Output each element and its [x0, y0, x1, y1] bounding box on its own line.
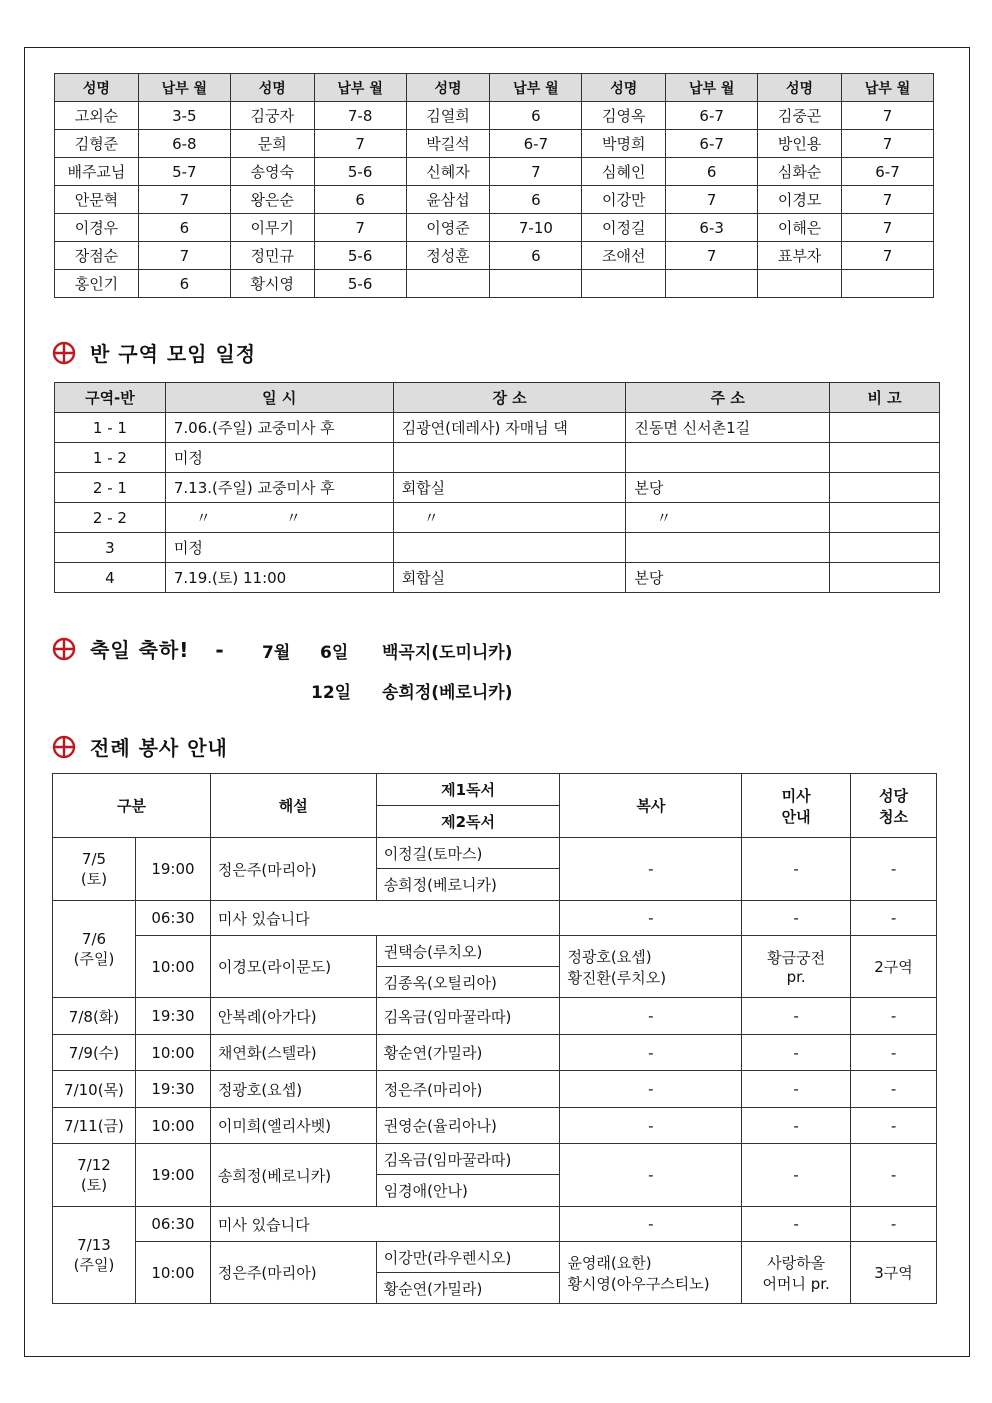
header-datetime-cell: 일 시: [165, 383, 393, 413]
cleaning-cell: -: [851, 1071, 937, 1108]
table-row: [55, 130, 934, 158]
date-cell: 7/9(수): [53, 1035, 136, 1071]
feast-heading: 축일 축하! -: [52, 634, 225, 663]
paid-months: 6-8: [138, 130, 230, 158]
reading1-cell: 이강만(라우렌시오): [376, 1242, 560, 1273]
table-row: [55, 473, 940, 503]
header-address-cell: 주 소: [626, 383, 830, 413]
time-cell: 10:00: [135, 1035, 210, 1071]
paid-months: 6-7: [666, 130, 758, 158]
date-cell: 7/8(화): [53, 998, 136, 1035]
date-cell: 7/12 (토): [53, 1144, 136, 1207]
header-month: 납부 월: [138, 74, 230, 102]
usher-cell: -: [742, 1035, 851, 1071]
member-name: 이경모: [758, 186, 842, 214]
member-name: 윤삼섭: [406, 186, 490, 214]
member-name: 심화순: [758, 158, 842, 186]
place-cell: 회합실: [393, 473, 626, 503]
member-name: 안문혁: [55, 186, 139, 214]
paid-months: 6: [490, 102, 582, 130]
cleaning-cell: -: [851, 1144, 937, 1207]
acolyte-cell: -: [560, 838, 742, 901]
address-cell: 진동면 신서촌1길: [626, 413, 830, 443]
member-name: 황시영: [230, 270, 314, 298]
cleaning-cell: 2구역: [851, 936, 937, 998]
usher-cell: -: [742, 1108, 851, 1144]
paid-months: 6: [490, 186, 582, 214]
header-name: 성명: [582, 74, 666, 102]
place-cell: 〃: [393, 503, 626, 533]
reading2-cell: 송희정(베로니카): [376, 869, 560, 901]
usher-cell: 사랑하올 어머니 pr.: [742, 1242, 851, 1304]
address-cell: [626, 443, 830, 473]
member-name: 이정길: [582, 214, 666, 242]
date-cell: 7/13 (주일): [53, 1207, 136, 1304]
usher-cell: -: [742, 1207, 851, 1242]
table-row: [55, 443, 940, 473]
cleaning-cell: -: [851, 838, 937, 901]
acolyte-cell: 정광호(요셉) 황진환(루치오): [560, 936, 742, 998]
group-cell: 2 - 1: [55, 473, 166, 503]
paid-months: 7: [138, 186, 230, 214]
commentator-cell: 송희정(베로니카): [210, 1144, 376, 1207]
time-cell: 19:30: [135, 1071, 210, 1108]
header-month: 납부 월: [314, 74, 406, 102]
datetime-cell: 7.19.(토) 11:00: [165, 563, 393, 593]
liturgy-service-table: [52, 773, 937, 1304]
commentator-cell: 이경모(라이문도): [210, 936, 376, 998]
group-cell: 1 - 2: [55, 443, 166, 473]
date-cell: 7/6 (주일): [53, 901, 136, 998]
member-name: 이강만: [582, 186, 666, 214]
mass-note-cell: 미사 있습니다: [210, 1207, 560, 1242]
acolyte-cell: -: [560, 998, 742, 1035]
member-name: 조애선: [582, 242, 666, 270]
commentator-cell: 이미희(엘리사벳): [210, 1108, 376, 1144]
paid-months: 5-6: [314, 242, 406, 270]
member-name: 배주교님: [55, 158, 139, 186]
acolyte-cell: 윤영래(요한) 황시영(아우구스티노): [560, 1242, 742, 1304]
member-name: 박명희: [582, 130, 666, 158]
commentator-cell: 정은주(마리아): [210, 838, 376, 901]
time-cell: 06:30: [135, 1207, 210, 1242]
member-name: 홍인기: [55, 270, 139, 298]
reading2-cell: 임경애(안나): [376, 1175, 560, 1207]
header-month: 납부 월: [842, 74, 934, 102]
paid-months: 6: [138, 214, 230, 242]
cross-circle-icon: [52, 735, 76, 759]
paid-months: 6: [490, 242, 582, 270]
member-name: 김열희: [406, 102, 490, 130]
cleaning-cell: -: [851, 1207, 937, 1242]
member-name: 표부자: [758, 242, 842, 270]
reading2-cell: 김종옥(오틸리아): [376, 967, 560, 998]
member-name: 고외순: [55, 102, 139, 130]
datetime-cell: 7.06.(주일) 교중미사 후: [165, 413, 393, 443]
feast-day: 12일: [311, 683, 352, 703]
cleaning-cell: 3구역: [851, 1242, 937, 1304]
feast-name: 백곡지(도미니카): [382, 643, 513, 663]
member-name: 왕은순: [230, 186, 314, 214]
table-row: [55, 242, 934, 270]
acolyte-cell: -: [560, 1035, 742, 1071]
group-meeting-heading: 반 구역 모임 일정: [52, 338, 256, 367]
header-usher: 미사 안내: [742, 774, 851, 838]
usher-cell: -: [742, 901, 851, 936]
paid-months: [842, 270, 934, 298]
note-cell: [830, 503, 940, 533]
datetime-cell: 7.13.(주일) 교중미사 후: [165, 473, 393, 503]
member-name: 심혜인: [582, 158, 666, 186]
table-header-row: [55, 383, 940, 413]
commentator-cell: 정은주(마리아): [210, 1242, 376, 1304]
cross-circle-icon: [52, 341, 76, 365]
date-cell: 7/5 (토): [53, 838, 136, 901]
time-cell: 19:30: [135, 998, 210, 1035]
paid-months: 6: [314, 186, 406, 214]
header-name: 성명: [758, 74, 842, 102]
paid-months: 6-7: [490, 130, 582, 158]
paid-months: 7: [666, 186, 758, 214]
header-name: 성명: [230, 74, 314, 102]
usher-cell: 황금궁전 pr.: [742, 936, 851, 998]
header-name: 성명: [406, 74, 490, 102]
member-name: 방인용: [758, 130, 842, 158]
member-name: 신혜자: [406, 158, 490, 186]
paid-months: 7: [490, 158, 582, 186]
liturgy-heading: 전례 봉사 안내: [52, 732, 228, 761]
table-header-row: [55, 74, 934, 102]
commentator-cell: 채연화(스텔라): [210, 1035, 376, 1071]
paid-months: 7: [138, 242, 230, 270]
acolyte-cell: -: [560, 1108, 742, 1144]
table-row: [55, 503, 940, 533]
group-cell: 4: [55, 563, 166, 593]
header-note-cell: 비 고: [830, 383, 940, 413]
member-name: 이해은: [758, 214, 842, 242]
time-cell: 10:00: [135, 1108, 210, 1144]
paid-months: 6: [138, 270, 230, 298]
address-cell: [626, 533, 830, 563]
datetime-cell: 미정: [165, 533, 393, 563]
usher-cell: -: [742, 838, 851, 901]
dues-payment-table: [54, 73, 934, 298]
member-name: 김궁자: [230, 102, 314, 130]
place-cell: 김광연(데레사) 자매님 댁: [393, 413, 626, 443]
cross-circle-icon: [52, 637, 76, 661]
time-cell: 10:00: [135, 1242, 210, 1304]
member-name: [582, 270, 666, 298]
paid-months: 7: [842, 102, 934, 130]
usher-cell: -: [742, 998, 851, 1035]
cleaning-cell: -: [851, 901, 937, 936]
paid-months: 6-7: [666, 102, 758, 130]
usher-cell: -: [742, 1071, 851, 1108]
member-name: 정민규: [230, 242, 314, 270]
commentator-cell: 안복례(아가다): [210, 998, 376, 1035]
table-row: [55, 270, 934, 298]
acolyte-cell: -: [560, 1207, 742, 1242]
note-cell: [830, 443, 940, 473]
paid-months: 6-7: [842, 158, 934, 186]
place-cell: [393, 443, 626, 473]
group-cell: 2 - 2: [55, 503, 166, 533]
acolyte-cell: -: [560, 1071, 742, 1108]
table-row: [55, 563, 940, 593]
address-cell: 〃: [626, 503, 830, 533]
paid-months: 6: [666, 158, 758, 186]
place-cell: [393, 533, 626, 563]
member-name: 김형준: [55, 130, 139, 158]
paid-months: 7: [666, 242, 758, 270]
table-row: [55, 102, 934, 130]
header-acolyte: 복사: [560, 774, 742, 838]
member-name: 장점순: [55, 242, 139, 270]
group-meeting-table: [54, 382, 940, 593]
reading1-cell: 황순연(가밀라): [376, 1035, 560, 1071]
header-place-cell: 장 소: [393, 383, 626, 413]
member-name: 송영숙: [230, 158, 314, 186]
reading1-cell: 이정길(토마스): [376, 838, 560, 869]
note-cell: [830, 533, 940, 563]
cleaning-cell: -: [851, 1035, 937, 1071]
header-division: 구분: [53, 774, 211, 838]
reading1-cell: 권영순(율리아나): [376, 1108, 560, 1144]
paid-months: 5-6: [314, 270, 406, 298]
note-cell: [830, 473, 940, 503]
member-name: 이영준: [406, 214, 490, 242]
header-group-cell: 구역-반: [55, 383, 166, 413]
member-name: 박길석: [406, 130, 490, 158]
paid-months: [666, 270, 758, 298]
header-commentator: 해설: [210, 774, 376, 838]
cleaning-cell: -: [851, 998, 937, 1035]
address-cell: 본당: [626, 473, 830, 503]
paid-months: 7: [842, 242, 934, 270]
member-name: 김영옥: [582, 102, 666, 130]
group-cell: 3: [55, 533, 166, 563]
paid-months: 7: [842, 130, 934, 158]
datetime-cell: 미정: [165, 443, 393, 473]
header-cleaning: 성당 청소: [851, 774, 937, 838]
acolyte-cell: -: [560, 1144, 742, 1207]
time-cell: 19:00: [135, 1144, 210, 1207]
feast-name: 송희정(베로니카): [382, 683, 513, 703]
paid-months: 7: [842, 186, 934, 214]
paid-months: 7: [314, 214, 406, 242]
time-cell: 06:30: [135, 901, 210, 936]
place-cell: 회합실: [393, 563, 626, 593]
paid-months: [490, 270, 582, 298]
paid-months: 7: [314, 130, 406, 158]
member-name: [406, 270, 490, 298]
reading1-cell: 권택승(루치오): [376, 936, 560, 967]
table-row: [55, 186, 934, 214]
date-cell: 7/11(금): [53, 1108, 136, 1144]
feast-month: 7월: [262, 643, 291, 663]
member-name: [758, 270, 842, 298]
address-cell: 본당: [626, 563, 830, 593]
acolyte-cell: -: [560, 901, 742, 936]
paid-months: 7-8: [314, 102, 406, 130]
note-cell: [830, 563, 940, 593]
reading1-cell: 김옥금(임마꿀라따): [376, 998, 560, 1035]
mass-note-cell: 미사 있습니다: [210, 901, 560, 936]
member-name: 이경우: [55, 214, 139, 242]
table-row: [55, 413, 940, 443]
paid-months: 6-3: [666, 214, 758, 242]
paid-months: 5-6: [314, 158, 406, 186]
table-row: [55, 214, 934, 242]
feast-day: 6일: [320, 643, 349, 663]
table-row: [55, 533, 940, 563]
paid-months: 3-5: [138, 102, 230, 130]
note-cell: [830, 413, 940, 443]
header-month: 납부 월: [490, 74, 582, 102]
header-month: 납부 월: [666, 74, 758, 102]
header-name: 성명: [55, 74, 139, 102]
paid-months: 7-10: [490, 214, 582, 242]
time-cell: 10:00: [135, 936, 210, 998]
member-name: 정성훈: [406, 242, 490, 270]
member-name: 이무기: [230, 214, 314, 242]
reading2-cell: 황순연(가밀라): [376, 1273, 560, 1304]
table-row: [55, 158, 934, 186]
time-cell: 19:00: [135, 838, 210, 901]
usher-cell: -: [742, 1144, 851, 1207]
commentator-cell: 정광호(요셉): [210, 1071, 376, 1108]
member-name: 김중곤: [758, 102, 842, 130]
paid-months: 7: [842, 214, 934, 242]
header-reading1: 제1독서: [376, 774, 560, 806]
datetime-cell: 〃 〃: [165, 503, 393, 533]
reading1-cell: 김옥금(임마꿀라따): [376, 1144, 560, 1175]
cleaning-cell: -: [851, 1108, 937, 1144]
reading1-cell: 정은주(마리아): [376, 1071, 560, 1108]
date-cell: 7/10(목): [53, 1071, 136, 1108]
group-cell: 1 - 1: [55, 413, 166, 443]
member-name: 문희: [230, 130, 314, 158]
paid-months: 5-7: [138, 158, 230, 186]
header-reading2: 제2독서: [376, 806, 560, 838]
